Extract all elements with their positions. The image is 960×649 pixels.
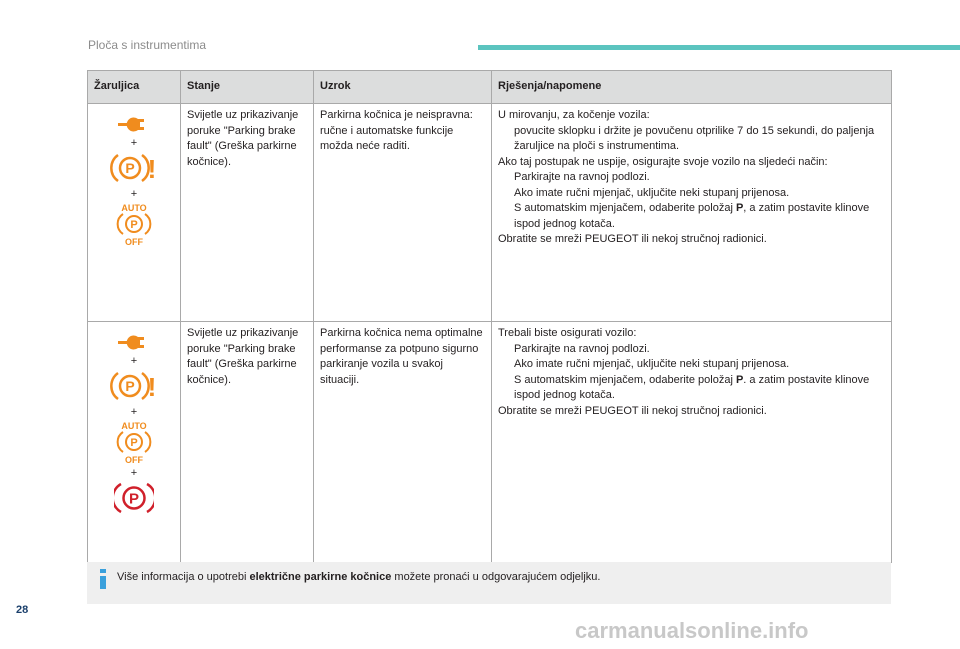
plus-sign: + xyxy=(130,406,138,418)
solutions-cell xyxy=(492,322,892,563)
info-box xyxy=(87,562,891,604)
state-cell: Svijetle uz prikazivanje poruke "Parking brake fault" (Greška parkirne kočnice). xyxy=(181,104,314,322)
bullet-item: Ako imate ručni mjenjač, uključite neki stupanj prijenosa. xyxy=(514,186,790,199)
cause-cell: Parkirna kočnica je neispravna: ručne i automatske funkcije možda neće raditi. xyxy=(314,104,492,322)
bullet-item: povucite sklopku i držite je povučenu otprilike 7 do 15 sekundi, do paljenja žaruljice na ploči s instrumentima. xyxy=(514,124,875,152)
table-header-row xyxy=(88,71,892,104)
bullet-item: Parkirajte na ravnoj podlozi. xyxy=(514,171,650,183)
parking-warning-icon xyxy=(110,151,158,185)
solutions-cell xyxy=(492,104,892,322)
svg-text:P: P xyxy=(130,437,138,449)
plus-sign: + xyxy=(130,355,138,367)
svg-text:AUTO: AUTO xyxy=(121,203,147,213)
state-cell: Svijetle uz prikazivanje poruke "Parking brake fault" (Greška parkirne kočnice). xyxy=(181,322,314,563)
page-header-title: Ploča s instrumentima xyxy=(88,38,207,52)
bullet-item: S automatskim mjenjačem, odaberite položaj P, a zatim postavite klinove ispod jednog kotača. xyxy=(514,202,870,230)
plus-sign: + xyxy=(130,137,138,149)
solution-text: Ako taj postupak ne uspije, osigurajte svoje vozilo na sljedeći način: xyxy=(498,155,828,168)
table-row xyxy=(88,104,892,322)
svg-text:!: ! xyxy=(147,372,157,402)
solution-text: Trebali biste osigurati vozilo: xyxy=(498,327,637,339)
parking-warning-icon xyxy=(110,369,158,403)
svg-text:AUTO: AUTO xyxy=(121,421,147,431)
bullet-item: Parkirajte na ravnoj podlozi. xyxy=(514,342,650,355)
svg-text:P: P xyxy=(128,490,140,508)
solution-text: U mirovanju, za kočenje vozila: xyxy=(498,109,650,121)
svg-text:!: ! xyxy=(147,154,157,184)
col-header-lamp: Žaruljica xyxy=(88,71,181,104)
auto-p-off-icon xyxy=(116,202,152,246)
svg-text:OFF: OFF xyxy=(125,237,143,246)
watermark-text: carmanualsonline.info xyxy=(575,618,809,643)
cause-cell: Parkirna kočnica nema optimalne performanse za potpuno sigurno parkiranje vozila u svakoj situaciji. xyxy=(314,322,492,563)
svg-text:OFF: OFF xyxy=(125,455,143,464)
solution-text: Obratite se mreži PEUGEOT ili nekoj stručnoj radionici. xyxy=(498,233,767,245)
bullet-item: S automatskim mjenjačem, odaberite položaj P. a zatim postavite klinove ispod jednog kotača. xyxy=(514,373,870,401)
page-number: 28 xyxy=(16,604,29,616)
header-accent-bar xyxy=(478,45,960,50)
wrench-icon xyxy=(114,114,154,134)
svg-text:P: P xyxy=(125,160,135,176)
lamp-icons-cell xyxy=(88,104,181,322)
warning-lamps-table xyxy=(87,70,892,563)
plus-sign: + xyxy=(130,188,138,200)
svg-text:P: P xyxy=(130,219,138,231)
col-header-state: Stanje xyxy=(181,71,314,104)
parking-red-icon xyxy=(114,481,154,515)
bullet-item: Ako imate ručni mjenjač, uključite neki stupanj prijenosa. xyxy=(514,358,790,370)
col-header-cause: Uzrok xyxy=(314,71,492,104)
solution-text: Obratite se mreži PEUGEOT ili nekoj stručnoj radionici. xyxy=(498,404,767,417)
svg-text:P: P xyxy=(125,378,135,394)
auto-p-off-icon xyxy=(116,420,152,464)
col-header-solutions: Rješenja/napomene xyxy=(492,71,892,104)
table-row xyxy=(88,322,892,563)
info-text: Više informacija o upotrebi električne parkirne kočnice možete pronaći u odgovarajućem odjeljku. xyxy=(117,571,601,583)
plus-sign: + xyxy=(130,467,138,479)
wrench-icon xyxy=(114,332,154,352)
lamp-icons-cell xyxy=(88,322,181,563)
info-icon xyxy=(97,568,109,590)
